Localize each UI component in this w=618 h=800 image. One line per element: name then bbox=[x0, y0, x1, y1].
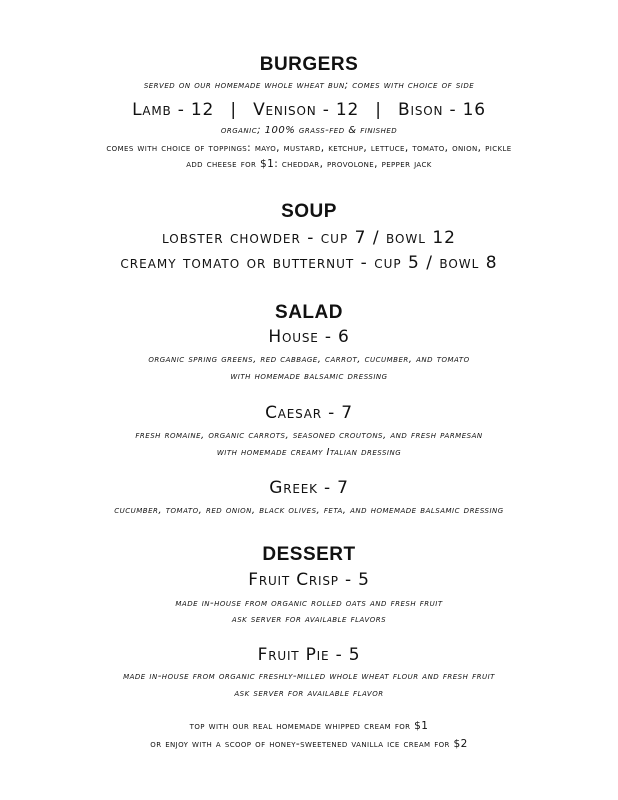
salad-item-house: House - 6 bbox=[268, 327, 350, 347]
dessert-pie-desc: ask server for available flavor bbox=[234, 688, 384, 699]
dessert-pie-desc: made in-house from organic freshly-milled whole wheat flour and fresh fruit bbox=[123, 671, 495, 682]
salad-item-caesar: Caesar - 7 bbox=[265, 403, 353, 423]
dessert-footer-ice-cream: or enjoy with a scoop of honey-sweetened vanilla ice cream for $2 bbox=[150, 738, 468, 750]
dessert-footer-whipped-cream: top with our real homemade whipped cream for $1 bbox=[189, 720, 429, 732]
burgers-toppings-note: comes with choice of toppings: mayo, mustard, ketchup, lettuce, tomato, onion, pickle bbox=[106, 142, 512, 154]
burger-separator: | bbox=[230, 100, 237, 120]
burgers-cheese-note: add cheese for $1: cheddar, provolone, pepper jack bbox=[186, 158, 432, 170]
burger-option-venison: Venison - 12 bbox=[253, 100, 360, 120]
soup-item-lobster: lobster chowder - cup 7 / bowl 12 bbox=[161, 228, 457, 248]
burgers-heading: BURGERS bbox=[259, 54, 359, 75]
burger-options bbox=[0, 100, 618, 120]
salad-greek-desc: cucumber, tomato, red onion, black olives, feta, and homemade balsamic dressing bbox=[114, 505, 504, 516]
burger-separator: | bbox=[375, 100, 382, 120]
soup-heading: SOUP bbox=[281, 201, 337, 222]
burger-option-bison: Bison - 16 bbox=[398, 100, 486, 120]
dessert-crisp-desc: ask server for available flavors bbox=[231, 614, 387, 625]
dessert-item-fruit-crisp: Fruit Crisp - 5 bbox=[248, 570, 370, 590]
salad-heading: SALAD bbox=[275, 302, 343, 323]
dessert-heading: DESSERT bbox=[262, 544, 356, 565]
salad-house-desc: with homemade balsamic dressing bbox=[230, 371, 388, 382]
burgers-organic-note: organic; 100% grass-fed & finished bbox=[220, 125, 398, 136]
burger-option-lamb: Lamb - 12 bbox=[132, 100, 215, 120]
dessert-crisp-desc: made in-house from organic rolled oats and fresh fruit bbox=[175, 598, 443, 609]
soup-item-tomato-butternut: creamy tomato or butternut - cup 5 / bowl 8 bbox=[120, 253, 498, 273]
dessert-item-fruit-pie: Fruit Pie - 5 bbox=[257, 645, 361, 665]
salad-house-desc: organic spring greens, red cabbage, carrot, cucumber, and tomato bbox=[148, 354, 470, 365]
salad-item-greek: Greek - 7 bbox=[269, 478, 349, 498]
salad-caesar-desc: fresh romaine, organic carrots, seasoned croutons, and fresh parmesan bbox=[135, 430, 483, 441]
salad-caesar-desc: with homemade creamy Italian dressing bbox=[216, 447, 402, 458]
burgers-subtitle: served on our homemade whole wheat bun; comes with choice of side bbox=[143, 80, 475, 91]
